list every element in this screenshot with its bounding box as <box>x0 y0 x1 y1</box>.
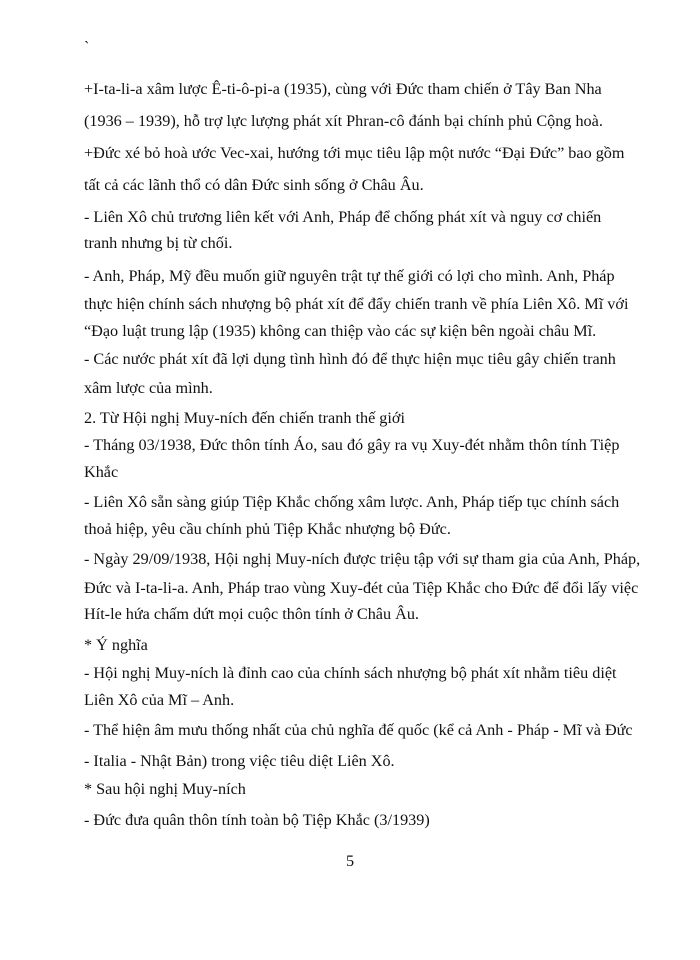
text-line: - Italia - Nhật Bản) trong việc tiêu diệt Liên Xô. <box>84 752 395 770</box>
subheading: * Ý nghĩa <box>84 636 148 654</box>
text-line: tranh nhưng bị từ chối. <box>84 234 233 252</box>
page-number: 5 <box>345 852 355 870</box>
top-mark: ` <box>84 39 90 56</box>
subheading: * Sau hội nghị Muy-ních <box>84 780 246 798</box>
text-line: Đức và I-ta-li-a. Anh, Pháp trao vùng Xuy-đét của Tiệp Khắc cho Đức để đổi lấy việc <box>84 579 639 597</box>
text-line: thoả hiệp, yêu cầu chính phủ Tiệp Khắc nhượng bộ Đức. <box>84 520 451 538</box>
text-line: - Hội nghị Muy-ních là đỉnh cao của chính sách nhượng bộ phát xít nhằm tiêu diệt <box>84 664 617 682</box>
text-line: - Thể hiện âm mưu thống nhất của chủ nghĩa đế quốc (kể cả Anh - Pháp - Mĩ và Đức <box>84 721 633 739</box>
text-line: thực hiện chính sách nhượng bộ phát xít để đẩy chiến tranh về phía Liên Xô. Mĩ với <box>84 295 629 313</box>
text-line: Hít-le hứa chấm dứt mọi cuộc thôn tính ở Châu Âu. <box>84 605 419 623</box>
text-line: tất cả các lãnh thổ có dân Đức sinh sống ở Châu Âu. <box>84 176 424 194</box>
text-line: - Ngày 29/09/1938, Hội nghị Muy-ních được triệu tập với sự tham gia của Anh, Pháp, <box>84 550 641 568</box>
text-line: - Liên Xô chủ trương liên kết với Anh, Pháp để chống phát xít và nguy cơ chiến <box>84 208 602 226</box>
text-line: - Đức đưa quân thôn tính toàn bộ Tiệp Khắc (3/1939) <box>84 811 430 829</box>
text-line: +Đức xé bỏ hoà ước Vec-xai, hướng tới mục tiêu lập một nước “Đại Đức” bao gồm <box>84 144 625 162</box>
text-line: +I-ta-li-a xâm lược Ê-ti-ô-pi-a (1935), cùng với Đức tham chiến ở Tây Ban Nha <box>84 80 602 98</box>
text-line: - Liên Xô sẵn sàng giúp Tiệp Khắc chống xâm lược. Anh, Pháp tiếp tục chính sách <box>84 493 620 511</box>
text-line: “Đạo luật trung lập (1935) không can thiệp vào các sự kiện bên ngoài châu Mĩ. <box>84 322 597 340</box>
section-heading: 2. Từ Hội nghị Muy-ních đến chiến tranh thế giới <box>84 409 405 427</box>
text-line: - Các nước phát xít đã lợi dụng tình hình đó để thực hiện mục tiêu gây chiến tranh <box>84 350 616 368</box>
text-line: xâm lược của mình. <box>84 379 213 397</box>
text-line: - Anh, Pháp, Mỹ đều muốn giữ nguyên trật tự thế giới có lợi cho mình. Anh, Pháp <box>84 267 615 285</box>
text-line: - Tháng 03/1938, Đức thôn tính Áo, sau đó gây ra vụ Xuy-đét nhằm thôn tính Tiệp <box>84 436 620 454</box>
text-line: Khắc <box>84 463 119 481</box>
text-line: Liên Xô của Mĩ – Anh. <box>84 691 235 709</box>
text-line: (1936 – 1939), hỗ trợ lực lượng phát xít Phran-cô đánh bại chính phủ Cộng hoà. <box>84 112 603 130</box>
